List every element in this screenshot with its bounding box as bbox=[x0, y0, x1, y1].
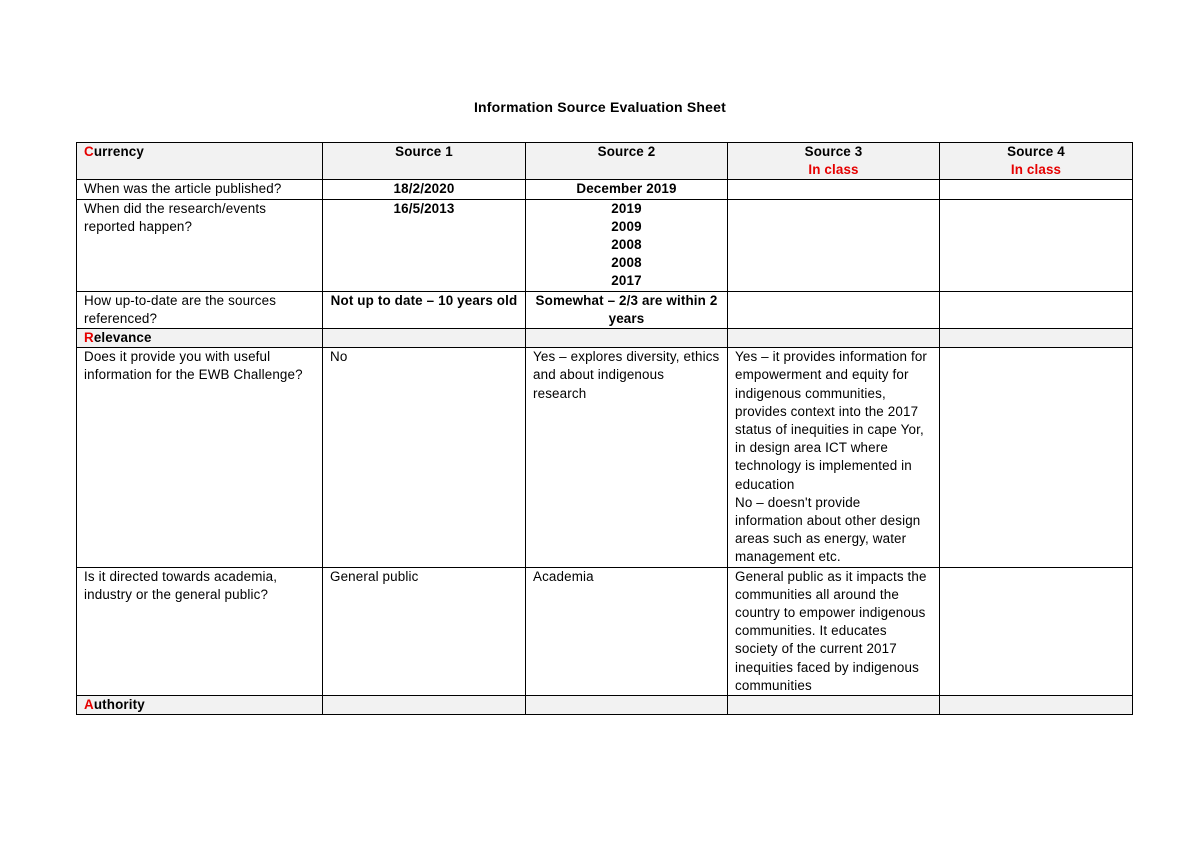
source-4-cell bbox=[940, 348, 1133, 567]
source-4-cell bbox=[940, 567, 1133, 695]
table-row bbox=[77, 567, 1133, 695]
question-cell: When did the research/events reported happen? bbox=[77, 199, 323, 291]
source-2-cell: Yes – explores diversity, ethics and about indigenous research bbox=[526, 348, 728, 567]
source-4-cell bbox=[940, 291, 1133, 328]
page-title: Information Source Evaluation Sheet bbox=[473, 99, 727, 115]
source-2-cell: December 2019 bbox=[526, 180, 728, 199]
source-2-cell: 2019 2009 2008 2008 2017 bbox=[526, 199, 728, 291]
question-cell: When was the article published? bbox=[77, 180, 323, 199]
source-1-cell: 18/2/2020 bbox=[323, 180, 526, 199]
source-3-cell bbox=[728, 180, 940, 199]
source-1-cell: No bbox=[323, 348, 526, 567]
source-2-header: Source 2 bbox=[526, 143, 728, 180]
source-1-header: Source 1 bbox=[323, 143, 526, 180]
in-class-note: In class bbox=[808, 162, 859, 178]
source-4-header: Source 4 In class bbox=[940, 143, 1133, 180]
source-4-cell bbox=[940, 180, 1133, 199]
table-row bbox=[77, 291, 1133, 328]
header-row bbox=[77, 143, 1133, 180]
relevance-heading: Relevance bbox=[77, 329, 323, 348]
currency-heading: Currency bbox=[77, 143, 323, 180]
source-2-cell: Somewhat – 2/3 are within 2 years bbox=[526, 291, 728, 328]
question-cell: Does it provide you with useful information for the EWB Challenge? bbox=[77, 348, 323, 567]
table-row bbox=[77, 199, 1133, 291]
source-3-cell: Yes – it provides information for empowerment and equity for indigenous communities, provides context into the 2017 status of inequities in cape Yor, in design area ICT where technology is implemented in education No – doesn't provide information about other design areas such as energy, water management etc. bbox=[728, 348, 940, 567]
question-cell: Is it directed towards academia, industry or the general public? bbox=[77, 567, 323, 695]
table-row bbox=[77, 180, 1133, 199]
source-4-cell bbox=[940, 199, 1133, 291]
source-3-cell bbox=[728, 199, 940, 291]
in-class-note: In class bbox=[1010, 162, 1062, 178]
authority-heading: Authority bbox=[77, 696, 323, 715]
source-3-cell: General public as it impacts the communities all around the country to empower indigenous communities. It educates society of the current 2017 inequities faced by indigenous communities bbox=[728, 567, 940, 695]
authority-section-row bbox=[77, 696, 1133, 715]
source-2-cell: Academia bbox=[526, 567, 728, 695]
source-3-header: Source 3 In class bbox=[728, 143, 940, 180]
relevance-section-row bbox=[77, 329, 1133, 348]
source-1-cell: Not up to date – 10 years old bbox=[323, 291, 526, 328]
evaluation-table bbox=[76, 142, 1133, 715]
source-1-cell: 16/5/2013 bbox=[323, 199, 526, 291]
question-cell: How up-to-date are the sources referenced? bbox=[77, 291, 323, 328]
source-1-cell: General public bbox=[323, 567, 526, 695]
table-row bbox=[77, 348, 1133, 567]
source-3-cell bbox=[728, 291, 940, 328]
